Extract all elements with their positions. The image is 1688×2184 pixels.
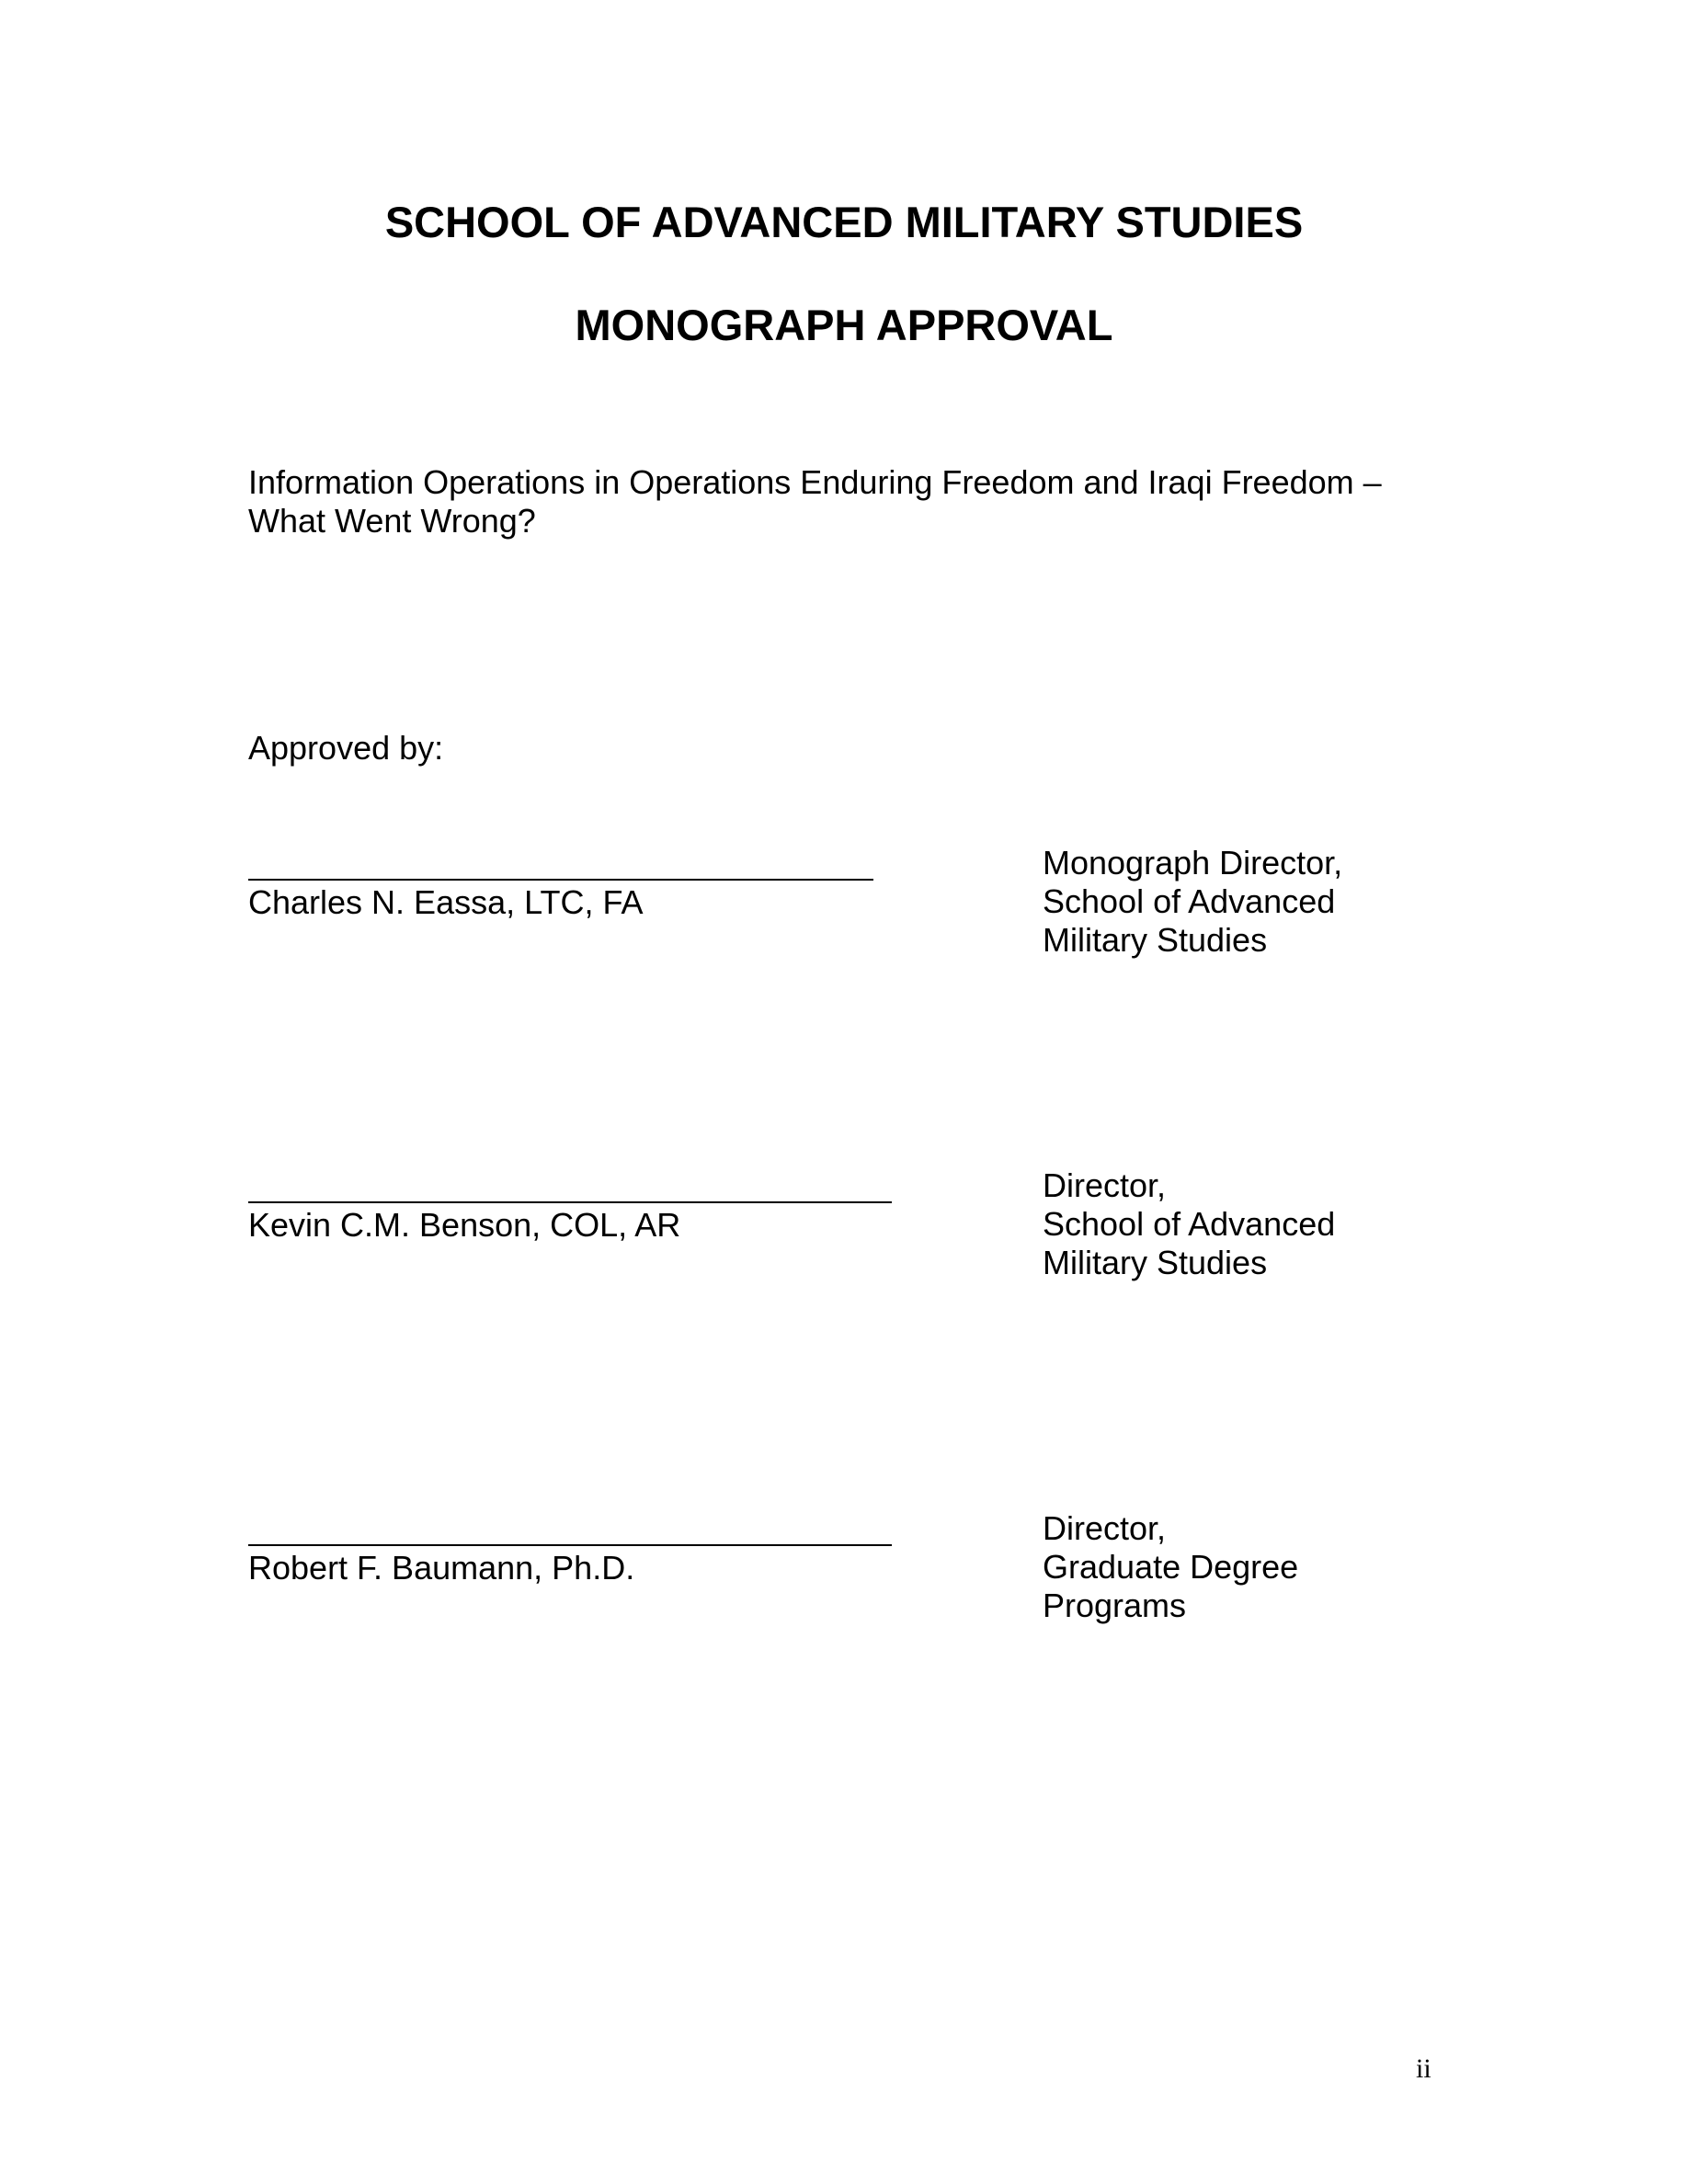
monograph-title-line: Information Operations in Operations Enduring Freedom and Iraqi Freedom – (248, 463, 1382, 501)
signatory-name: Kevin C.M. Benson, COL, AR (248, 1206, 681, 1244)
signatory-name: Robert F. Baumann, Ph.D. (248, 1549, 635, 1587)
monograph-title-line: What Went Wrong? (248, 502, 536, 540)
signatory-role-line: Programs (1043, 1587, 1187, 1624)
approval-title-heading: MONOGRAPH APPROVAL (575, 301, 1113, 349)
signatory-role-line: Military Studies (1043, 1244, 1268, 1281)
signatory-role-line: Director, (1043, 1166, 1167, 1204)
signatory-role (1043, 844, 1342, 960)
signatory-role-line: Director, (1043, 1509, 1167, 1547)
monograph-title (248, 463, 1382, 540)
page-number: ii (1416, 2053, 1431, 2084)
signatory-role-line: Military Studies (1043, 921, 1268, 959)
signature-line (248, 1544, 892, 1546)
signatory-name: Charles N. Eassa, LTC, FA (248, 883, 644, 921)
signatory-role (1043, 1166, 1335, 1282)
school-name-heading: SCHOOL OF ADVANCED MILITARY STUDIES (384, 198, 1304, 246)
signatory-role-line: School of Advanced (1043, 1205, 1336, 1243)
signatory-role-line: Monograph Director, (1043, 844, 1343, 882)
signature-line (248, 879, 873, 881)
signatory-role-line: Graduate Degree (1043, 1548, 1299, 1586)
approved-by-label: Approved by: (248, 729, 444, 767)
signature-line (248, 1201, 892, 1203)
signatory-role (1043, 1509, 1298, 1625)
signatory-role-line: School of Advanced (1043, 882, 1336, 920)
